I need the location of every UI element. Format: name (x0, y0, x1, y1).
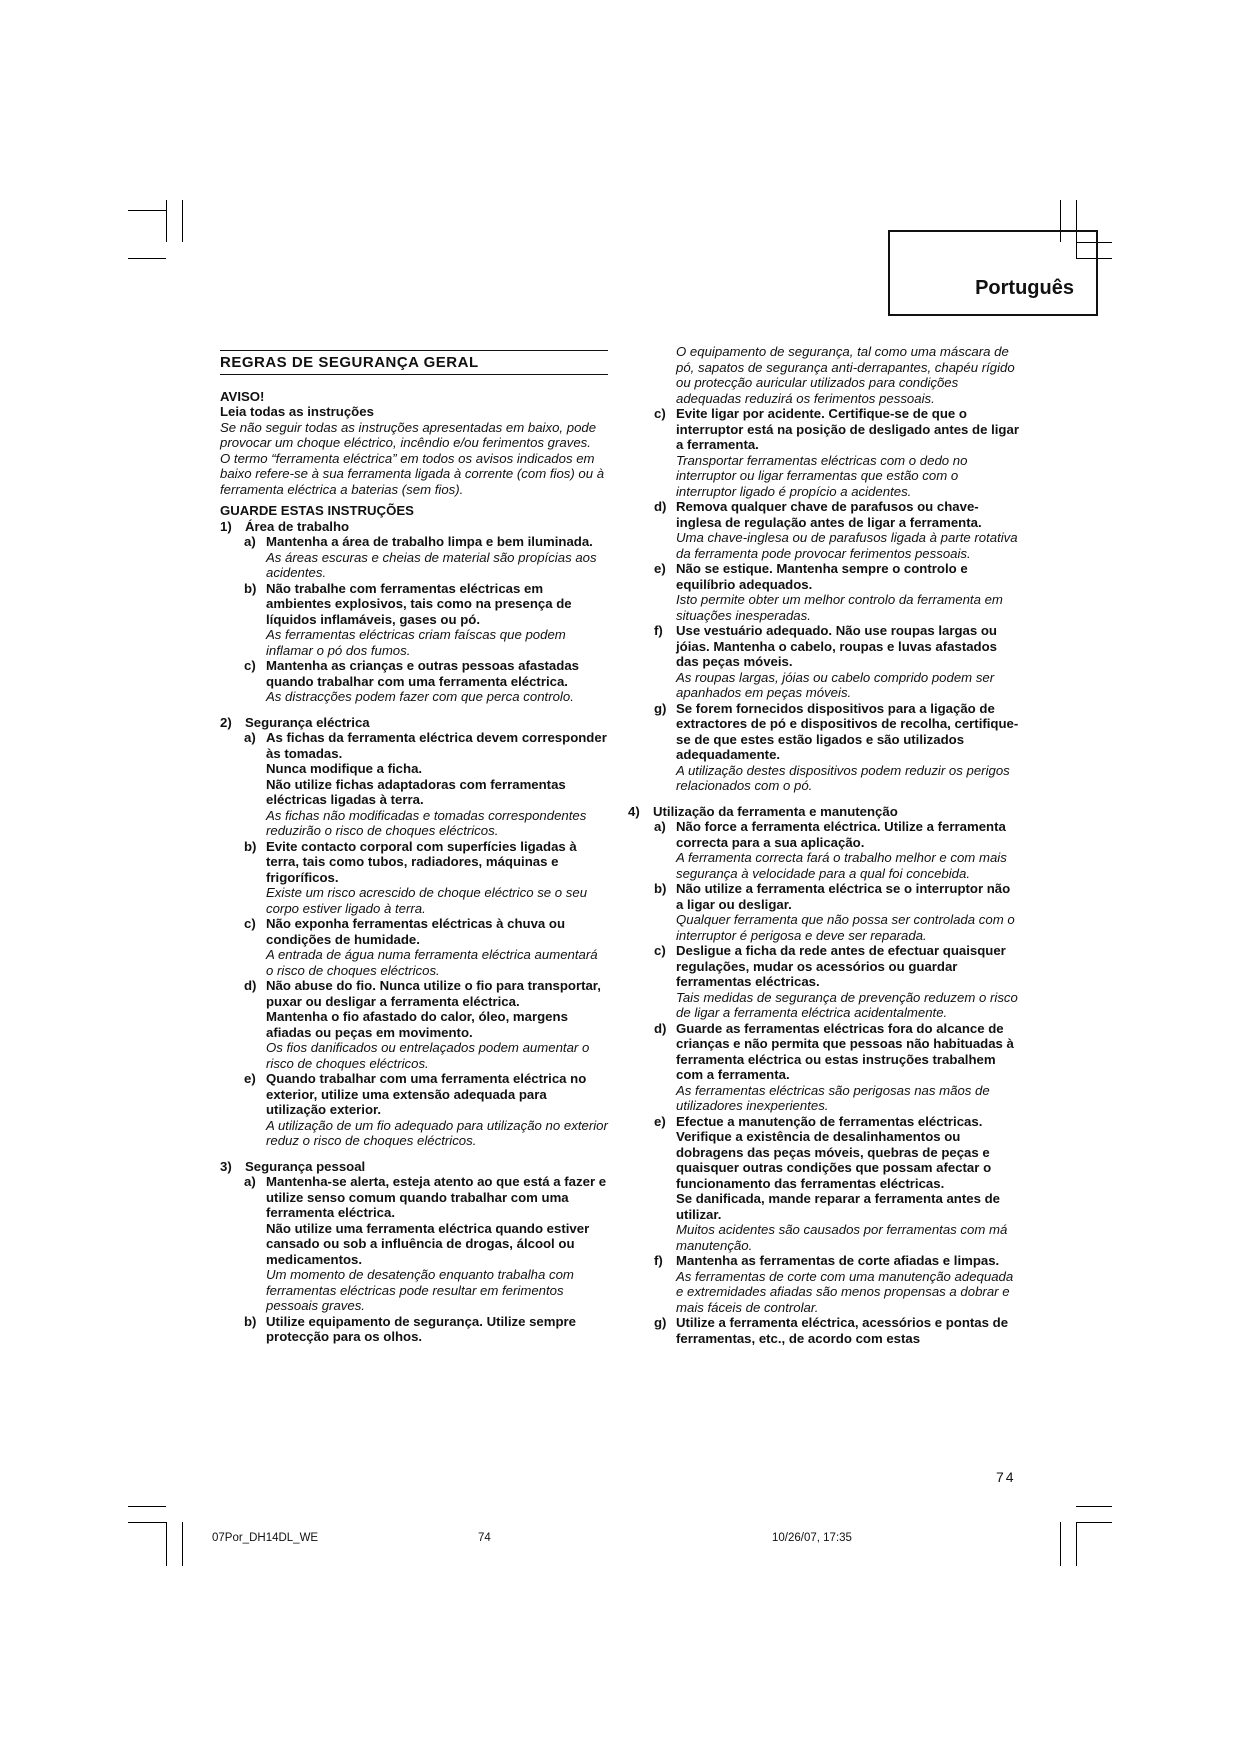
list-item: c) Não exponha ferramentas eléctricas à chuva ou condições de humidade. A entrada de água numa ferramenta eléctrica aumentará o risco de choques eléctricos. (244, 916, 598, 978)
crop-mark (182, 1522, 183, 1566)
section-heading: 4) Utilização da ferramenta e manutenção (628, 803, 898, 819)
right-column (630, 344, 1020, 1346)
list-item: b) Não trabalhe com ferramentas eléctricas em ambientes explosivos, tais como na presença de líquidos inflamáveis, gases ou pó. As ferramentas eléctricas criam faíscas que podem inflamar o pó dos fumos. (244, 580, 572, 658)
crop-mark (1076, 1506, 1112, 1507)
list-item: d) Guarde as ferramentas eléctricas fora do alcance de crianças e não permita que pessoas não habituadas à ferramenta eléctrica ou estas instruções trabalhem com a ferramenta. As ferramentas eléctricas são perigosas nas mãos de utilizadores inexperientes. (654, 1020, 1014, 1113)
crop-mark (166, 1522, 167, 1566)
crop-mark (1060, 1522, 1061, 1566)
list-item: b) Não utilize a ferramenta eléctrica se o interruptor não a ligar ou desligar. Qualquer ferramenta que não possa ser controlada com o interruptor é perigosa e deve ser reparada. (654, 881, 1015, 943)
language-tab (888, 230, 1098, 316)
list-item: b) Evite contacto corporal com superfícies ligadas à terra, tais como tubos, radiadores, máquinas e frigoríficos. Existe um risco acrescido de choque eléctrico se o seu corpo estiver ligado à terra. (244, 838, 588, 916)
crop-mark (128, 1506, 166, 1507)
warning-heading: AVISO! (220, 388, 265, 404)
crop-mark (166, 200, 167, 242)
list-item: a) As fichas da ferramenta eléctrica devem corresponder às tomadas. Nunca modifique a ficha. Não utilize fichas adaptadoras com ferramentas eléctricas ligadas à terra. As fichas não modificadas e tomadas correspondentes reduzirão o risco de choques eléctricos. (244, 730, 607, 838)
page-number: 74 (996, 1469, 1016, 1485)
language-label: Português (975, 277, 1074, 299)
section-heading: 3) Segurança pessoal (220, 1158, 366, 1174)
list-item: g) Utilize a ferramenta eléctrica, acessórios e pontas de ferramentas, etc., de acordo com estas (654, 1315, 1009, 1346)
page-title: REGRAS DE SEGURANÇA GERAL (220, 350, 608, 375)
footer-filename: 07Por_DH14DL_WE (212, 1532, 319, 1544)
list-item: a) Mantenha-se alerta, esteja atento ao que está a fazer e utilize senso comum quando trabalhar com uma ferramenta eléctrica. Não utilize uma ferramenta eléctrica quando estiver cansado ou sob a influência de drogas, álcool ou medicamentos. Um momento de desatenção enquanto trabalha com ferramentas eléctricas pode resultar em ferimentos pessoais graves. (244, 1174, 607, 1313)
list-item: e) Efectue a manutenção de ferramentas eléctricas. Verifique a existência de desalinhamentos ou dobragens das peças móveis, quebras de peças e quaisquer outras condições que possam afectar o funcionamento das ferramentas eléctricas. Se danificada, mande reparar a ferramenta antes de utilizar. Muitos acidentes são causados por ferramentas com má manutenção. (654, 1113, 1008, 1253)
list-item: b) Utilize equipamento de segurança. Utilize sempre protecção para os olhos. (244, 1313, 576, 1344)
list-item: f) Use vestuário adequado. Não use roupas largas ou jóias. Mantenha o cabelo, roupas e luvas afastados das peças móveis. As roupas largas, jóias ou cabelo comprido podem ser apanhados em peças móveis. (654, 623, 997, 700)
list-item: e) Quando trabalhar com uma ferramenta eléctrica no exterior, utilize uma extensão adequada para utilização exterior. A utilização de um fio adequado para utilização no exterior reduz o risco de choques eléctricos. (244, 1071, 608, 1148)
list-item: a) Não force a ferramenta eléctrica. Utilize a ferramenta correcta para a sua aplicação. A ferramenta correcta fará o trabalho melhor e com mais segurança à velocidade para a qual foi concebida. (654, 819, 1007, 881)
left-column (220, 350, 608, 1345)
crop-mark (1076, 1522, 1112, 1523)
crop-mark (1076, 1522, 1077, 1566)
footer-page: 74 (478, 1532, 491, 1544)
list-item: e) Não se estique. Mantenha sempre o controlo e equilíbrio adequados. Isto permite obter um melhor controlo da ferramenta em situações inesperadas. (654, 561, 1003, 623)
list-item: c) Desligue a ficha da rede antes de efectuar quaisquer regulações, mudar os acessórios ou guardar ferramentas eléctricas. Tais medidas de segurança de prevenção reduzem o risco de ligar a ferramenta eléctrica acidentalmente. (654, 943, 1018, 1020)
list-item: g) Se forem fornecidos dispositivos para a ligação de extractores de pó e dispositivos de recolha, certifique-se de que estes estão ligados e são utilizados adequadamente. A utilização destes dispositivos podem reduzir os perigos relacionados com o pó. (654, 700, 1019, 793)
crop-mark (128, 1522, 166, 1523)
list-item: d) Remova qualquer chave de parafusos ou chave-inglesa de regulação antes de ligar a ferramenta. Uma chave-inglesa ou de parafusos ligada à parte rotativa da ferramenta pode provocar ferimentos pessoais. (654, 499, 1018, 561)
warning-subheading: Leia todas as instruções (220, 404, 374, 419)
crop-mark (182, 200, 183, 242)
warning-paragraph: O termo “ferramenta eléctrica” em todos os avisos indicados em baixo refere-se à sua ferramenta ligada à corrente (com fios) ou à ferramenta eléctrica a baterias (sem fios). (220, 450, 605, 497)
section-heading: 1) Área de trabalho (220, 518, 350, 534)
list-item: c) Evite ligar por acidente. Certifique-se de que o interruptor está na posição de desligado antes de ligar a ferramenta. Transportar ferramentas eléctricas com o dedo no interruptor ou ligar ferramentas que estão com o interruptor ligado é propício a acidentes. (654, 406, 1019, 499)
crop-mark (128, 210, 166, 211)
section-heading: 2) Segurança eléctrica (220, 714, 370, 730)
footer-timestamp: 10/26/07, 17:35 (772, 1532, 852, 1544)
crop-mark (128, 258, 166, 259)
warning-paragraph: Se não seguir todas as instruções apresentadas em baixo, pode provocar um choque eléctrico, incêndio e/ou ferimentos graves. (220, 419, 597, 450)
list-item: a) Mantenha a área de trabalho limpa e bem iluminada. As áreas escuras e cheias de material são propícias aos acidentes. (244, 534, 597, 580)
list-item: d) Não abuse do fio. Nunca utilize o fio para transportar, puxar ou desligar a ferramenta eléctrica. Mantenha o fio afastado do calor, óleo, margens afiadas ou peças em movimento. Os fios danificados ou entrelaçados podem aumentar o risco de choques eléctricos. (244, 978, 601, 1071)
list-item: f) Mantenha as ferramentas de corte afiadas e limpas. As ferramentas de corte com uma manutenção adequada e extremidades afiadas são menos propensas a dobrar e mais fáceis de controlar. (654, 1253, 1014, 1315)
list-item: c) Mantenha as crianças e outras pessoas afastadas quando trabalhar com uma ferramenta eléctrica. As distracções podem fazer com que perca controlo. (244, 658, 579, 704)
save-instructions-heading: GUARDE ESTAS INSTRUÇÕES (220, 503, 414, 518)
continued-paragraph: O equipamento de segurança, tal como uma máscara de pó, sapatos de segurança anti-derrapantes, chapéu rígido ou protecção auricular utilizados para condições adequadas reduzirá os ferimentos pessoais. (676, 344, 1015, 406)
